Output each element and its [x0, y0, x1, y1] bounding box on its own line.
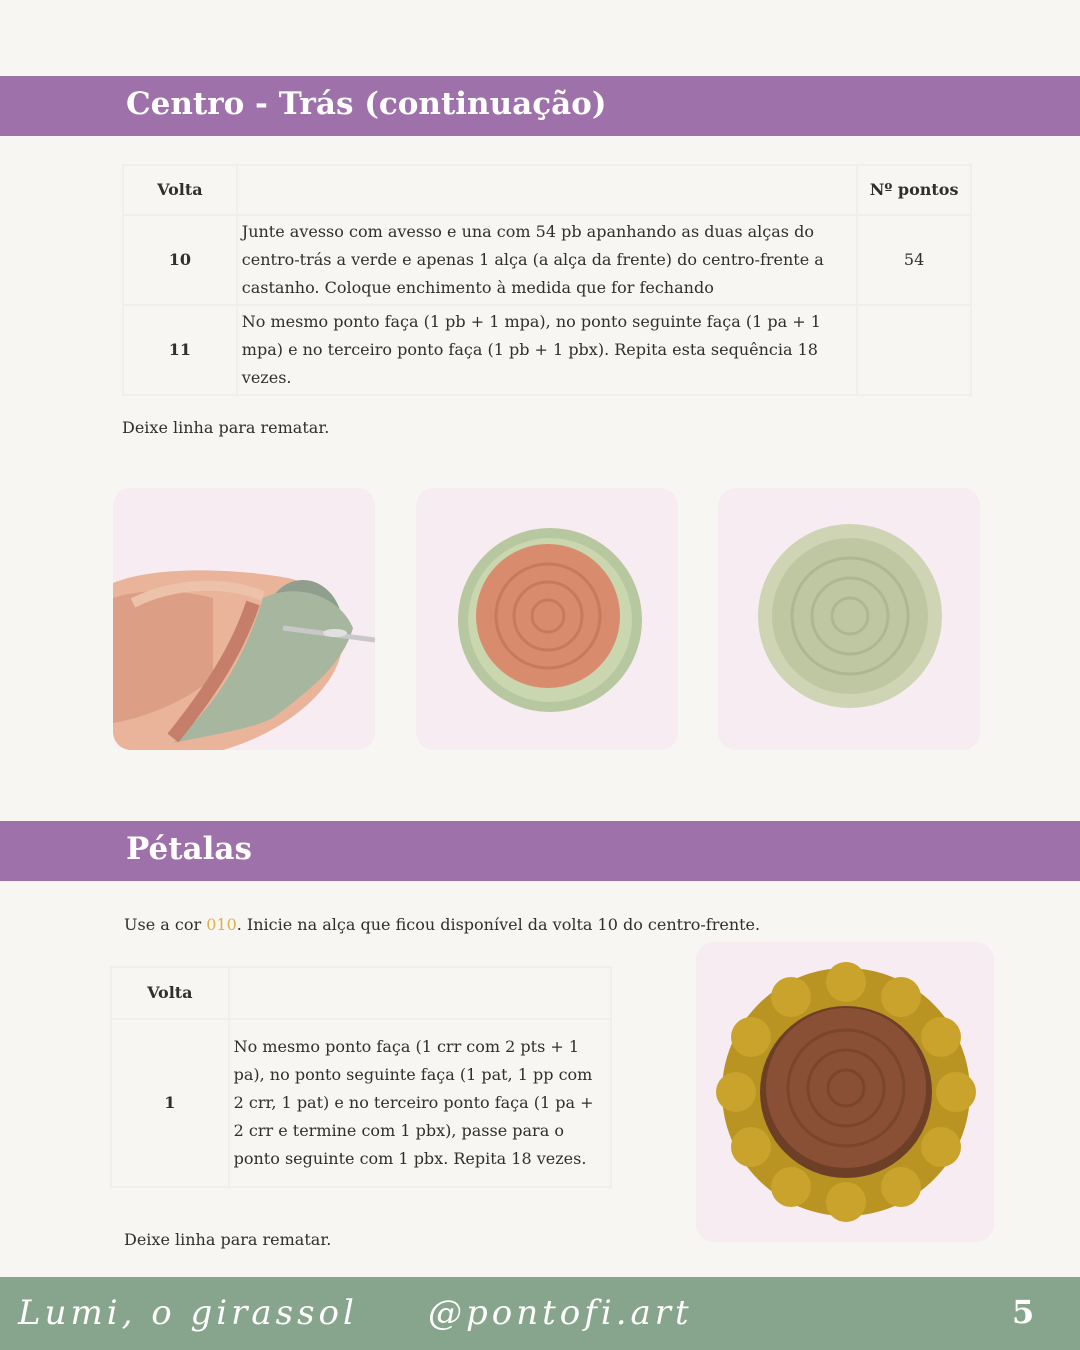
intro-text: . Inicie na alça que ficou disponível da volta 10 do centro-frente. — [236, 915, 761, 934]
section-header-petalas — [0, 821, 1080, 881]
round-number: 1 — [111, 1019, 229, 1187]
round-number: 11 — [123, 305, 237, 395]
color-code: 010 — [206, 915, 237, 934]
petals-intro — [124, 915, 760, 934]
page-footer — [0, 1277, 1080, 1350]
crochet-center-back-image — [718, 488, 980, 750]
finish-note: Deixe linha para rematar. — [124, 1230, 332, 1249]
round-instructions: Junte avesso com avesso e una com 54 pb apanhando as duas alças do centro-trás a verde e apenas 1 alça (a alça da frente) do centro-frente a castanho. Coloque enchimento à medida que for fechando — [237, 215, 857, 305]
rounds-table-petalas — [110, 966, 612, 1188]
crochet-center-front-image — [416, 488, 678, 750]
col-header-round: Volta — [123, 165, 237, 215]
sunflower-image — [696, 942, 994, 1242]
page-number: 5 — [1012, 1293, 1035, 1331]
section-title: Pétalas — [126, 831, 252, 867]
table-row — [123, 305, 971, 395]
stitch-count: 54 — [857, 215, 971, 305]
photo-center-back — [718, 488, 980, 750]
table-row — [111, 1019, 611, 1187]
photo-joining-hand — [113, 488, 375, 750]
col-header-instructions — [229, 967, 611, 1019]
hand-crochet-image — [113, 488, 375, 750]
col-header-stitches: Nº pontos — [857, 165, 971, 215]
round-instructions: No mesmo ponto faça (1 crr com 2 pts + 1 pa), no ponto seguinte faça (1 pat, 1 pp com 2 crr, 1 pat) e no terceiro ponto faça (1 pa + 2 crr e termine com 1 pbx), passe para o ponto seguinte com 1 pbx. Repita 18 vezes. — [229, 1019, 611, 1187]
round-instructions: No mesmo ponto faça (1 pb + 1 mpa), no ponto seguinte faça (1 pa + 1 mpa) e no terceiro ponto faça (1 pb + 1 pbx). Repita esta sequência 18 vezes. — [237, 305, 857, 395]
finish-note: Deixe linha para rematar. — [122, 418, 330, 437]
col-header-round: Volta — [111, 967, 229, 1019]
photo-center-front — [416, 488, 678, 750]
stitch-count — [857, 305, 971, 395]
section-header-centro-tras — [0, 76, 1080, 136]
photo-sunflower-petals — [696, 942, 994, 1242]
social-handle: @pontofi.art — [428, 1293, 693, 1333]
col-header-instructions — [237, 165, 857, 215]
intro-text: Use a cor — [124, 915, 207, 934]
pattern-title: Lumi, o girassol — [18, 1293, 358, 1333]
round-number: 10 — [123, 215, 237, 305]
rounds-table-centro — [122, 164, 972, 396]
section-title: Centro - Trás (continuação) — [126, 86, 607, 122]
table-row — [123, 215, 971, 305]
